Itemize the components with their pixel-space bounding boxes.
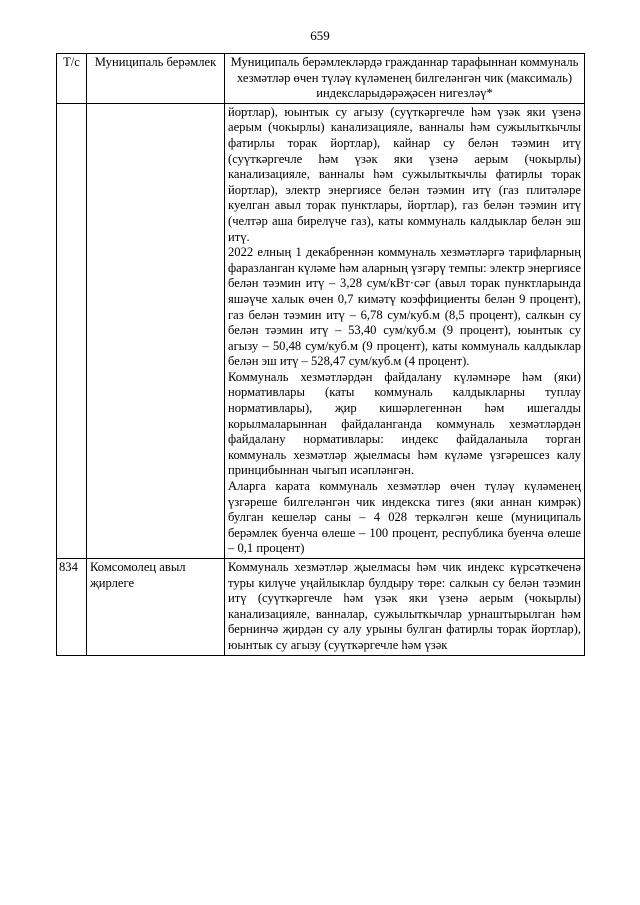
tariff-table bbox=[56, 53, 585, 656]
table-row bbox=[57, 103, 585, 558]
row-justification bbox=[225, 103, 585, 558]
justification-paragraph: Коммуналь хезмәтләр җыелмасы һәм чик индекс күрсәткеченә туры килүче уңайлыклар булдыру төре: салкын су белән тәэмин итү (суүткәргечле һәм үзәк яки үзенә аерым (чокырлы) канализацияле, ванналар, сужылыткычлар урнаштырылган һәм бернинчә җирдән су алу урыны булган фатирлы торак йортлар), юынтык су агызу (суүткәргечле һәм үзәк bbox=[228, 560, 581, 652]
justification-paragraph: Коммуналь хезмәтләрдән файдалану күләмнәре һәм (яки) нормативлары (каты коммуналь калдыкларны туплау нормативлары), җир кишәрлегеннән һәм ишегалды корылмаларыннан файдаланганда коммуналь хезмәтләрдән файдалану нормативлары: индекс файдаланыла торган коммуналь хезмәтләр җыелмасы һәм күләме үзгәрешсез калу принцибыннан чыгып исәпләнгән. bbox=[228, 369, 581, 478]
justification-paragraph: 2022 елның 1 декабреннән коммуналь хезмәтләргә тарифларның фаразланган күләме һәм аларның үзгәрү темпы: электр энергиясе белән тәэмин итү – 3,28 сум/кВт·сәг (авыл торак пунктларында яшәүче халык өчен 0,7 кимәтү коэффициенты белән 9 процент), газ белән тәэмин итү – 6,78 сум/куб.м (8,5 процент), салкын су белән тәэмин итү – 53,40 сум/куб.м (9 процент), юынтык су агызу – 50,48 сум/куб.м (9 процент), каты коммуналь калдыклар белән эш итү – 528,47 сум/куб.м (4 процент). bbox=[228, 245, 581, 369]
row-justification bbox=[225, 559, 585, 656]
header-justification: Муниципаль берәмлекләрдә гражданнар тарафыннан коммуналь хезмәтләр өчен түләү күләменең билгеләнгән чик (максималь) индексларыдәрәҗәсен нигезләү* bbox=[225, 54, 585, 104]
row-municipality bbox=[87, 103, 225, 558]
page-number: 659 bbox=[310, 28, 330, 43]
header-number: Т/с bbox=[57, 54, 87, 104]
row-number: 834 bbox=[57, 559, 87, 656]
header-municipality: Муниципаль берәмлек bbox=[87, 54, 225, 104]
row-number bbox=[57, 103, 87, 558]
justification-paragraph: Аларга карата коммуналь хезмәтләр өчен түләү күләменең үзгәреше билгеләнгән чик индекска тигез (яки аннан кимрәк) булган кешеләр саны – 4 028 теркәлгән кеше (муниципаль берәмлек буенча өлеше – 100 процент, республика буенча өлеше – 0,1 процент) bbox=[228, 479, 581, 556]
table-header-row bbox=[57, 54, 585, 104]
table-row bbox=[57, 559, 585, 656]
justification-paragraph: йортлар), юынтык су агызу (суүткәргечле һәм үзәк яки үзенә аерым (чокырлы) канализацияле, ванналы һәм сужылыткычлы фатирлы торак йортлар), кайнар су белән тәэмин итү (суүткәргечле һәм үзәк яки үзенә аерым (чокырлы) канализацияле, ванналы һәм сужылыткычлы фатирлы торак йортлар), электр энергиясе белән тәэмин итү (газ плитәләре куелган авыл торак пунктлары, йортлар), газ белән тәэмин итү (челтәр аша бирелүче газ), каты коммуналь калдыклар белән эш итү. bbox=[228, 104, 581, 244]
row-municipality: Комсомолец авыл җирлеге bbox=[87, 559, 225, 656]
